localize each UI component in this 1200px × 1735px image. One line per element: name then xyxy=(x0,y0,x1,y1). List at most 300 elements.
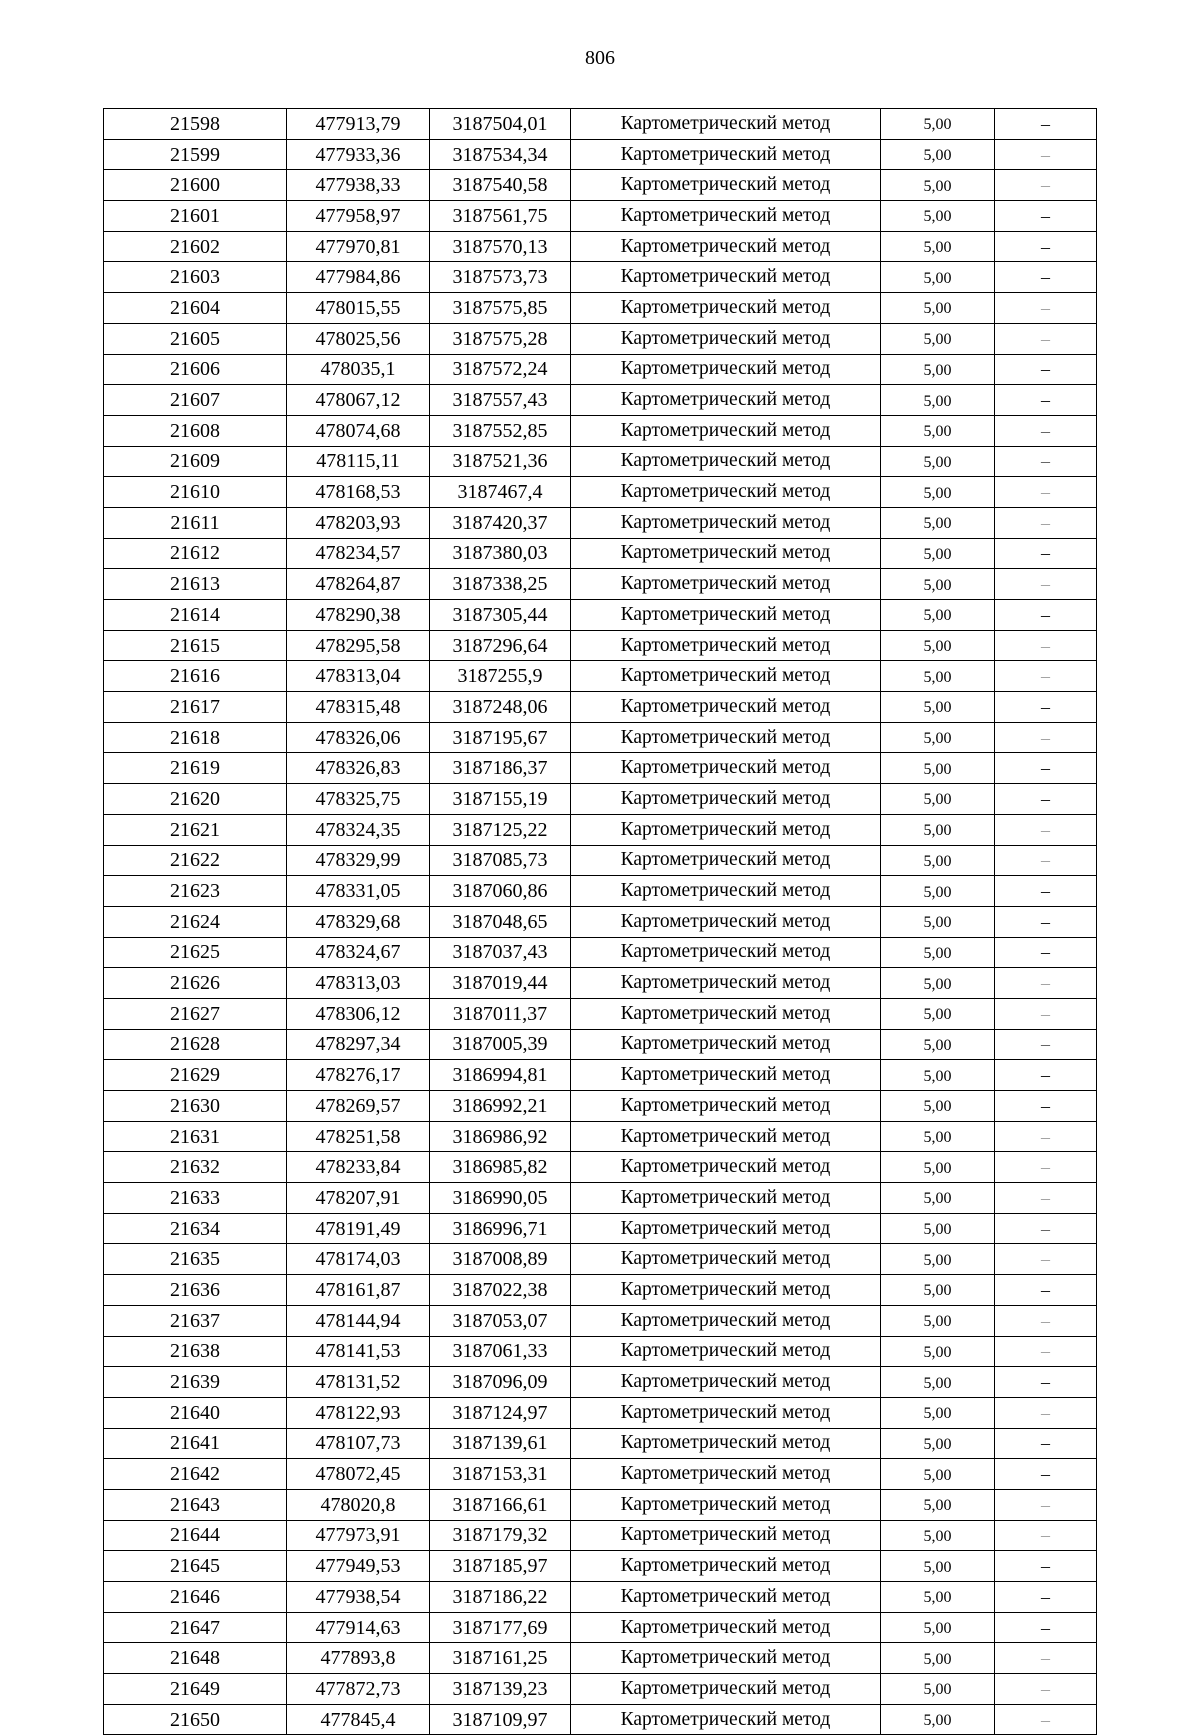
point-number-cell: 21609 xyxy=(104,446,287,477)
method-cell: Картометрический метод xyxy=(571,1489,881,1520)
y-coordinate-cell: 3187573,73 xyxy=(430,262,571,293)
x-coordinate-cell: 478025,56 xyxy=(287,323,430,354)
x-coordinate-cell: 478315,48 xyxy=(287,692,430,723)
x-coordinate-cell: 477845,4 xyxy=(287,1704,430,1735)
accuracy-cell: 5,00 xyxy=(881,937,995,968)
y-coordinate-cell: 3187022,38 xyxy=(430,1275,571,1306)
y-coordinate-cell: 3187534,34 xyxy=(430,139,571,170)
point-number-cell: 21639 xyxy=(104,1367,287,1398)
accuracy-cell: 5,00 xyxy=(881,385,995,416)
y-coordinate-cell: 3187186,37 xyxy=(430,753,571,784)
accuracy-cell: 5,00 xyxy=(881,968,995,999)
description-cell: – xyxy=(995,1060,1097,1091)
point-number-cell: 21635 xyxy=(104,1244,287,1275)
table-row xyxy=(104,1428,1097,1459)
accuracy-cell: 5,00 xyxy=(881,661,995,692)
method-cell: Картометрический метод xyxy=(571,1674,881,1705)
point-number-cell: 21650 xyxy=(104,1704,287,1735)
description-cell: – xyxy=(995,1459,1097,1490)
method-cell: Картометрический метод xyxy=(571,661,881,692)
point-number-cell: 21642 xyxy=(104,1459,287,1490)
description-cell: – xyxy=(995,1643,1097,1674)
y-coordinate-cell: 3186994,81 xyxy=(430,1060,571,1091)
description-cell: – xyxy=(995,446,1097,477)
coordinates-table xyxy=(103,108,1097,1735)
accuracy-cell: 5,00 xyxy=(881,415,995,446)
point-number-cell: 21608 xyxy=(104,415,287,446)
method-cell: Картометрический метод xyxy=(571,600,881,631)
method-cell: Картометрический метод xyxy=(571,1060,881,1091)
page-number: 806 xyxy=(585,47,615,69)
x-coordinate-cell: 478264,87 xyxy=(287,569,430,600)
y-coordinate-cell: 3187195,67 xyxy=(430,722,571,753)
description-cell: – xyxy=(995,1612,1097,1643)
accuracy-cell: 5,00 xyxy=(881,1244,995,1275)
y-coordinate-cell: 3187296,64 xyxy=(430,630,571,661)
x-coordinate-cell: 478035,1 xyxy=(287,354,430,385)
x-coordinate-cell: 477970,81 xyxy=(287,231,430,262)
y-coordinate-cell: 3186996,71 xyxy=(430,1213,571,1244)
x-coordinate-cell: 477913,79 xyxy=(287,109,430,140)
description-cell: – xyxy=(995,293,1097,324)
description-cell: – xyxy=(995,753,1097,784)
y-coordinate-cell: 3187572,24 xyxy=(430,354,571,385)
table-row xyxy=(104,998,1097,1029)
accuracy-cell: 5,00 xyxy=(881,784,995,815)
method-cell: Картометрический метод xyxy=(571,1520,881,1551)
method-cell: Картометрический метод xyxy=(571,845,881,876)
y-coordinate-cell: 3187575,28 xyxy=(430,323,571,354)
y-coordinate-cell: 3187570,13 xyxy=(430,231,571,262)
x-coordinate-cell: 477949,53 xyxy=(287,1551,430,1582)
table-row xyxy=(104,722,1097,753)
y-coordinate-cell: 3186985,82 xyxy=(430,1152,571,1183)
method-cell: Картометрический метод xyxy=(571,814,881,845)
accuracy-cell: 5,00 xyxy=(881,1459,995,1490)
y-coordinate-cell: 3186990,05 xyxy=(430,1183,571,1214)
point-number-cell: 21649 xyxy=(104,1674,287,1705)
x-coordinate-cell: 478251,58 xyxy=(287,1121,430,1152)
y-coordinate-cell: 3187061,33 xyxy=(430,1336,571,1367)
x-coordinate-cell: 478122,93 xyxy=(287,1397,430,1428)
point-number-cell: 21622 xyxy=(104,845,287,876)
y-coordinate-cell: 3187060,86 xyxy=(430,876,571,907)
y-coordinate-cell: 3187186,22 xyxy=(430,1582,571,1613)
accuracy-cell: 5,00 xyxy=(881,446,995,477)
description-cell: – xyxy=(995,937,1097,968)
description-cell: – xyxy=(995,1336,1097,1367)
table-row xyxy=(104,1367,1097,1398)
description-cell: – xyxy=(995,1704,1097,1735)
y-coordinate-cell: 3187109,97 xyxy=(430,1704,571,1735)
accuracy-cell: 5,00 xyxy=(881,722,995,753)
method-cell: Картометрический метод xyxy=(571,262,881,293)
accuracy-cell: 5,00 xyxy=(881,1489,995,1520)
y-coordinate-cell: 3187037,43 xyxy=(430,937,571,968)
description-cell: – xyxy=(995,354,1097,385)
description-cell: – xyxy=(995,1091,1097,1122)
x-coordinate-cell: 478324,67 xyxy=(287,937,430,968)
method-cell: Картометрический метод xyxy=(571,139,881,170)
table-row xyxy=(104,1152,1097,1183)
table-row xyxy=(104,201,1097,232)
x-coordinate-cell: 477958,97 xyxy=(287,201,430,232)
description-cell: – xyxy=(995,569,1097,600)
description-cell: – xyxy=(995,477,1097,508)
table-row xyxy=(104,814,1097,845)
point-number-cell: 21601 xyxy=(104,201,287,232)
table-row xyxy=(104,784,1097,815)
x-coordinate-cell: 478207,91 xyxy=(287,1183,430,1214)
accuracy-cell: 5,00 xyxy=(881,201,995,232)
accuracy-cell: 5,00 xyxy=(881,109,995,140)
x-coordinate-cell: 478234,57 xyxy=(287,538,430,569)
y-coordinate-cell: 3187048,65 xyxy=(430,906,571,937)
accuracy-cell: 5,00 xyxy=(881,507,995,538)
method-cell: Картометрический метод xyxy=(571,170,881,201)
method-cell: Картометрический метод xyxy=(571,538,881,569)
method-cell: Картометрический метод xyxy=(571,630,881,661)
point-number-cell: 21603 xyxy=(104,262,287,293)
x-coordinate-cell: 478015,55 xyxy=(287,293,430,324)
method-cell: Картометрический метод xyxy=(571,1551,881,1582)
method-cell: Картометрический метод xyxy=(571,906,881,937)
point-number-cell: 21606 xyxy=(104,354,287,385)
x-coordinate-cell: 478168,53 xyxy=(287,477,430,508)
method-cell: Картометрический метод xyxy=(571,1029,881,1060)
table-row xyxy=(104,170,1097,201)
y-coordinate-cell: 3187521,36 xyxy=(430,446,571,477)
table-row xyxy=(104,600,1097,631)
method-cell: Картометрический метод xyxy=(571,477,881,508)
accuracy-cell: 5,00 xyxy=(881,170,995,201)
description-cell: – xyxy=(995,722,1097,753)
y-coordinate-cell: 3187085,73 xyxy=(430,845,571,876)
accuracy-cell: 5,00 xyxy=(881,876,995,907)
point-number-cell: 21640 xyxy=(104,1397,287,1428)
method-cell: Картометрический метод xyxy=(571,231,881,262)
table-row xyxy=(104,262,1097,293)
description-cell: – xyxy=(995,1582,1097,1613)
x-coordinate-cell: 478020,8 xyxy=(287,1489,430,1520)
point-number-cell: 21644 xyxy=(104,1520,287,1551)
x-coordinate-cell: 478331,05 xyxy=(287,876,430,907)
description-cell: – xyxy=(995,814,1097,845)
accuracy-cell: 5,00 xyxy=(881,1060,995,1091)
table-row xyxy=(104,293,1097,324)
description-cell: – xyxy=(995,784,1097,815)
y-coordinate-cell: 3187008,89 xyxy=(430,1244,571,1275)
description-cell: – xyxy=(995,262,1097,293)
accuracy-cell: 5,00 xyxy=(881,1612,995,1643)
accuracy-cell: 5,00 xyxy=(881,1152,995,1183)
x-coordinate-cell: 478295,58 xyxy=(287,630,430,661)
y-coordinate-cell: 3187179,32 xyxy=(430,1520,571,1551)
x-coordinate-cell: 478313,04 xyxy=(287,661,430,692)
point-number-cell: 21621 xyxy=(104,814,287,845)
point-number-cell: 21643 xyxy=(104,1489,287,1520)
y-coordinate-cell: 3187540,58 xyxy=(430,170,571,201)
description-cell: – xyxy=(995,323,1097,354)
method-cell: Картометрический метод xyxy=(571,1121,881,1152)
point-number-cell: 21619 xyxy=(104,753,287,784)
description-cell: – xyxy=(995,906,1097,937)
point-number-cell: 21625 xyxy=(104,937,287,968)
accuracy-cell: 5,00 xyxy=(881,845,995,876)
description-cell: – xyxy=(995,998,1097,1029)
accuracy-cell: 5,00 xyxy=(881,293,995,324)
point-number-cell: 21610 xyxy=(104,477,287,508)
description-cell: – xyxy=(995,538,1097,569)
method-cell: Картометрический метод xyxy=(571,354,881,385)
description-cell: – xyxy=(995,876,1097,907)
table-row xyxy=(104,538,1097,569)
y-coordinate-cell: 3187504,01 xyxy=(430,109,571,140)
accuracy-cell: 5,00 xyxy=(881,262,995,293)
point-number-cell: 21646 xyxy=(104,1582,287,1613)
description-cell: – xyxy=(995,661,1097,692)
method-cell: Картометрический метод xyxy=(571,1612,881,1643)
accuracy-cell: 5,00 xyxy=(881,354,995,385)
description-cell: – xyxy=(995,1520,1097,1551)
accuracy-cell: 5,00 xyxy=(881,1183,995,1214)
point-number-cell: 21618 xyxy=(104,722,287,753)
method-cell: Картометрический метод xyxy=(571,1582,881,1613)
x-coordinate-cell: 478191,49 xyxy=(287,1213,430,1244)
description-cell: – xyxy=(995,1275,1097,1306)
x-coordinate-cell: 478203,93 xyxy=(287,507,430,538)
accuracy-cell: 5,00 xyxy=(881,753,995,784)
x-coordinate-cell: 478115,11 xyxy=(287,446,430,477)
table-row xyxy=(104,1489,1097,1520)
description-cell: – xyxy=(995,1367,1097,1398)
table-row xyxy=(104,354,1097,385)
description-cell: – xyxy=(995,1213,1097,1244)
x-coordinate-cell: 478144,94 xyxy=(287,1305,430,1336)
accuracy-cell: 5,00 xyxy=(881,1704,995,1735)
description-cell: – xyxy=(995,1152,1097,1183)
y-coordinate-cell: 3187467,4 xyxy=(430,477,571,508)
y-coordinate-cell: 3187557,43 xyxy=(430,385,571,416)
accuracy-cell: 5,00 xyxy=(881,906,995,937)
x-coordinate-cell: 477973,91 xyxy=(287,1520,430,1551)
point-number-cell: 21612 xyxy=(104,538,287,569)
accuracy-cell: 5,00 xyxy=(881,1336,995,1367)
table-row xyxy=(104,937,1097,968)
table-row xyxy=(104,446,1097,477)
x-coordinate-cell: 477938,54 xyxy=(287,1582,430,1613)
table-row xyxy=(104,569,1097,600)
description-cell: – xyxy=(995,1489,1097,1520)
method-cell: Картометрический метод xyxy=(571,1459,881,1490)
description-cell: – xyxy=(995,1121,1097,1152)
point-number-cell: 21605 xyxy=(104,323,287,354)
method-cell: Картометрический метод xyxy=(571,293,881,324)
y-coordinate-cell: 3187125,22 xyxy=(430,814,571,845)
table-row xyxy=(104,661,1097,692)
x-coordinate-cell: 478306,12 xyxy=(287,998,430,1029)
description-cell: – xyxy=(995,415,1097,446)
y-coordinate-cell: 3187139,61 xyxy=(430,1428,571,1459)
table-row xyxy=(104,1551,1097,1582)
accuracy-cell: 5,00 xyxy=(881,1121,995,1152)
y-coordinate-cell: 3187255,9 xyxy=(430,661,571,692)
table-row xyxy=(104,323,1097,354)
y-coordinate-cell: 3187575,85 xyxy=(430,293,571,324)
y-coordinate-cell: 3187124,97 xyxy=(430,1397,571,1428)
method-cell: Картометрический метод xyxy=(571,446,881,477)
method-cell: Картометрический метод xyxy=(571,1704,881,1735)
table-row xyxy=(104,1459,1097,1490)
y-coordinate-cell: 3187166,61 xyxy=(430,1489,571,1520)
point-number-cell: 21623 xyxy=(104,876,287,907)
accuracy-cell: 5,00 xyxy=(881,1275,995,1306)
x-coordinate-cell: 478276,17 xyxy=(287,1060,430,1091)
description-cell: – xyxy=(995,1551,1097,1582)
method-cell: Картометрический метод xyxy=(571,1367,881,1398)
accuracy-cell: 5,00 xyxy=(881,1520,995,1551)
description-cell: – xyxy=(995,845,1097,876)
table-row xyxy=(104,1704,1097,1735)
table-row xyxy=(104,1612,1097,1643)
description-cell: – xyxy=(995,201,1097,232)
accuracy-cell: 5,00 xyxy=(881,231,995,262)
point-number-cell: 21620 xyxy=(104,784,287,815)
x-coordinate-cell: 478324,35 xyxy=(287,814,430,845)
method-cell: Картометрический метод xyxy=(571,753,881,784)
table-row xyxy=(104,1520,1097,1551)
table-row xyxy=(104,1029,1097,1060)
table-row xyxy=(104,507,1097,538)
point-number-cell: 21598 xyxy=(104,109,287,140)
x-coordinate-cell: 478326,06 xyxy=(287,722,430,753)
y-coordinate-cell: 3187177,69 xyxy=(430,1612,571,1643)
method-cell: Картометрический метод xyxy=(571,507,881,538)
x-coordinate-cell: 478141,53 xyxy=(287,1336,430,1367)
table-row xyxy=(104,630,1097,661)
accuracy-cell: 5,00 xyxy=(881,600,995,631)
x-coordinate-cell: 478233,84 xyxy=(287,1152,430,1183)
table-row xyxy=(104,845,1097,876)
accuracy-cell: 5,00 xyxy=(881,323,995,354)
method-cell: Картометрический метод xyxy=(571,415,881,446)
table-row xyxy=(104,692,1097,723)
accuracy-cell: 5,00 xyxy=(881,630,995,661)
x-coordinate-cell: 478174,03 xyxy=(287,1244,430,1275)
table-row xyxy=(104,1183,1097,1214)
table-row xyxy=(104,1336,1097,1367)
y-coordinate-cell: 3187155,19 xyxy=(430,784,571,815)
accuracy-cell: 5,00 xyxy=(881,1551,995,1582)
x-coordinate-cell: 478072,45 xyxy=(287,1459,430,1490)
accuracy-cell: 5,00 xyxy=(881,998,995,1029)
method-cell: Картометрический метод xyxy=(571,968,881,999)
table-row xyxy=(104,415,1097,446)
point-number-cell: 21630 xyxy=(104,1091,287,1122)
method-cell: Картометрический метод xyxy=(571,323,881,354)
y-coordinate-cell: 3187005,39 xyxy=(430,1029,571,1060)
table-row xyxy=(104,968,1097,999)
x-coordinate-cell: 477933,36 xyxy=(287,139,430,170)
y-coordinate-cell: 3187096,09 xyxy=(430,1367,571,1398)
table-row xyxy=(104,109,1097,140)
method-cell: Картометрический метод xyxy=(571,722,881,753)
y-coordinate-cell: 3187053,07 xyxy=(430,1305,571,1336)
table-row xyxy=(104,1674,1097,1705)
method-cell: Картометрический метод xyxy=(571,937,881,968)
method-cell: Картометрический метод xyxy=(571,1091,881,1122)
x-coordinate-cell: 478329,99 xyxy=(287,845,430,876)
description-cell: – xyxy=(995,1029,1097,1060)
table-row xyxy=(104,1213,1097,1244)
description-cell: – xyxy=(995,170,1097,201)
point-number-cell: 21636 xyxy=(104,1275,287,1306)
accuracy-cell: 5,00 xyxy=(881,1428,995,1459)
description-cell: – xyxy=(995,1674,1097,1705)
table-row xyxy=(104,1275,1097,1306)
method-cell: Картометрический метод xyxy=(571,1213,881,1244)
x-coordinate-cell: 478161,87 xyxy=(287,1275,430,1306)
description-cell: – xyxy=(995,600,1097,631)
method-cell: Картометрический метод xyxy=(571,1305,881,1336)
method-cell: Картометрический метод xyxy=(571,998,881,1029)
point-number-cell: 21602 xyxy=(104,231,287,262)
method-cell: Картометрический метод xyxy=(571,784,881,815)
method-cell: Картометрический метод xyxy=(571,1275,881,1306)
accuracy-cell: 5,00 xyxy=(881,1397,995,1428)
point-number-cell: 21628 xyxy=(104,1029,287,1060)
description-cell: – xyxy=(995,385,1097,416)
point-number-cell: 21638 xyxy=(104,1336,287,1367)
point-number-cell: 21634 xyxy=(104,1213,287,1244)
accuracy-cell: 5,00 xyxy=(881,814,995,845)
method-cell: Картометрический метод xyxy=(571,1643,881,1674)
description-cell: – xyxy=(995,692,1097,723)
x-coordinate-cell: 477872,73 xyxy=(287,1674,430,1705)
description-cell: – xyxy=(995,1428,1097,1459)
x-coordinate-cell: 477984,86 xyxy=(287,262,430,293)
table-row xyxy=(104,1305,1097,1336)
point-number-cell: 21607 xyxy=(104,385,287,416)
y-coordinate-cell: 3187019,44 xyxy=(430,968,571,999)
table-row xyxy=(104,1060,1097,1091)
table-row xyxy=(104,477,1097,508)
point-number-cell: 21626 xyxy=(104,968,287,999)
table-row xyxy=(104,231,1097,262)
method-cell: Картометрический метод xyxy=(571,1428,881,1459)
point-number-cell: 21627 xyxy=(104,998,287,1029)
y-coordinate-cell: 3187305,44 xyxy=(430,600,571,631)
y-coordinate-cell: 3187420,37 xyxy=(430,507,571,538)
point-number-cell: 21633 xyxy=(104,1183,287,1214)
method-cell: Картометрический метод xyxy=(571,1397,881,1428)
description-cell: – xyxy=(995,1397,1097,1428)
description-cell: – xyxy=(995,507,1097,538)
table-row xyxy=(104,385,1097,416)
accuracy-cell: 5,00 xyxy=(881,1213,995,1244)
point-number-cell: 21600 xyxy=(104,170,287,201)
point-number-cell: 21617 xyxy=(104,692,287,723)
accuracy-cell: 5,00 xyxy=(881,1582,995,1613)
y-coordinate-cell: 3187248,06 xyxy=(430,692,571,723)
method-cell: Картометрический метод xyxy=(571,1336,881,1367)
point-number-cell: 21648 xyxy=(104,1643,287,1674)
method-cell: Картометрический метод xyxy=(571,201,881,232)
point-number-cell: 21631 xyxy=(104,1121,287,1152)
table-row xyxy=(104,876,1097,907)
y-coordinate-cell: 3186986,92 xyxy=(430,1121,571,1152)
table-row xyxy=(104,139,1097,170)
